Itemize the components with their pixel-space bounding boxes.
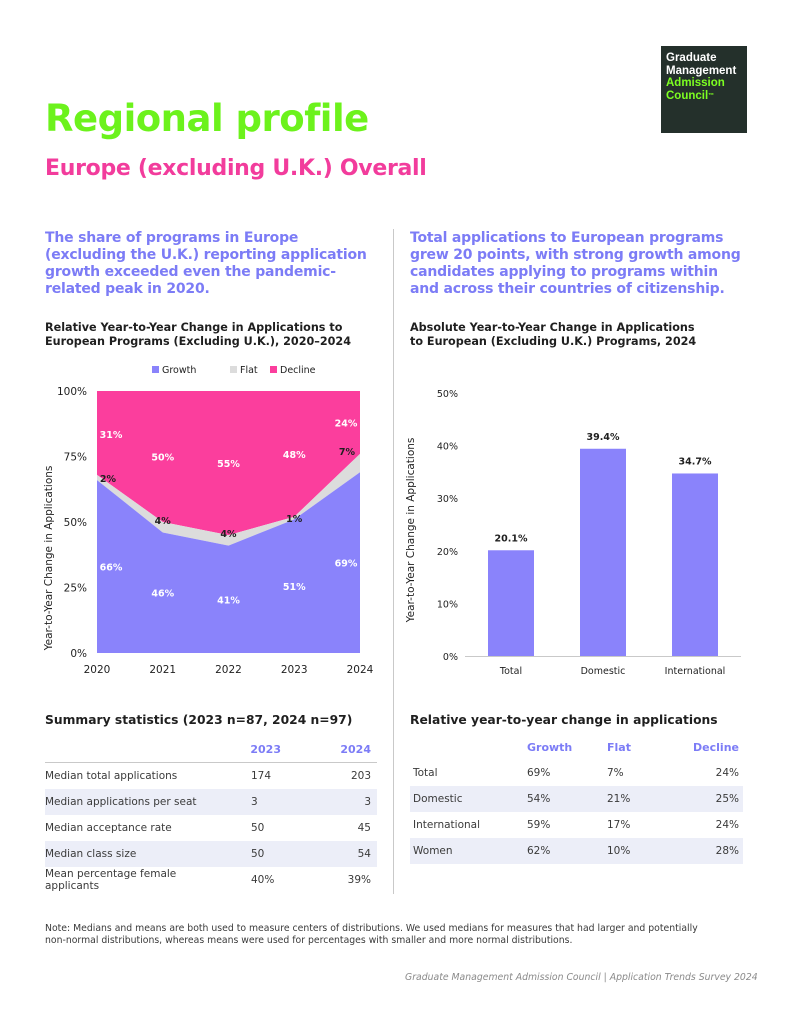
- legend-swatch: [152, 366, 159, 373]
- summary-table-title: Summary statistics (2023 n=87, 2024 n=97): [45, 713, 353, 727]
- table-row: [45, 763, 377, 790]
- x-tick-label: International: [664, 666, 726, 677]
- data-label: 48%: [282, 449, 306, 461]
- bar-value-label: 20.1%: [494, 533, 528, 545]
- gmac-logo: [661, 46, 747, 133]
- cell-flat: 17%: [607, 819, 631, 831]
- legend-swatch: [230, 366, 237, 373]
- row-label: International: [413, 819, 481, 831]
- relative-col-flat: Flat: [607, 740, 631, 754]
- row-label: Median total applications: [45, 770, 178, 782]
- bar-value-label: 39.4%: [586, 431, 620, 443]
- left-lead-line: (excluding the U.K.) reporting application: [45, 247, 367, 263]
- cell-2023: 3: [221, 789, 301, 815]
- footnote-line: non-normal distributions, whereas means were used for percentages with smaller and more normal distributions.: [45, 935, 573, 946]
- logo-line-3: Admission: [666, 77, 725, 89]
- page-subtitle: Europe (excluding U.K.) Overall: [45, 156, 427, 181]
- data-label: 4%: [154, 516, 171, 527]
- bar-chart: [403, 380, 748, 680]
- cell-2023: 174: [251, 770, 272, 782]
- area-layers: [97, 391, 360, 653]
- area-chart: [40, 360, 385, 685]
- y-tick-label: 100%: [56, 386, 87, 398]
- cell-2024: 203: [350, 770, 371, 782]
- cell-2024: 54: [301, 841, 377, 867]
- row-label: Women: [410, 838, 527, 864]
- right-lead: [410, 230, 750, 298]
- cell-decline: 25%: [677, 786, 743, 812]
- table-row: [45, 789, 377, 815]
- x-tick-label: Total: [499, 666, 523, 677]
- y-tick-label: 20%: [436, 546, 458, 558]
- area-chart-title: [45, 321, 351, 349]
- cell-flat: 10%: [597, 838, 677, 864]
- bar-chart-title-line: to European (Excluding U.K.) Programs, 2024: [410, 335, 697, 348]
- y-tick-label: 10%: [436, 599, 458, 611]
- page-footer: Graduate Management Admission Council | Application Trends Survey 2024: [405, 972, 758, 983]
- y-tick-label: 30%: [436, 494, 458, 506]
- cell-growth: 59%: [527, 819, 551, 831]
- bar-value-label: 34.7%: [678, 456, 712, 468]
- cell-decline: 24%: [715, 767, 739, 779]
- cell-growth: 54%: [527, 786, 597, 812]
- y-tick-label: 50%: [436, 389, 458, 400]
- summary-col-2024: 2024: [301, 736, 377, 763]
- relative-table-title: Relative year-to-year change in applications: [410, 713, 718, 727]
- legend-label: Decline: [280, 365, 316, 376]
- logo-line-1: Graduate: [666, 52, 717, 64]
- cell-2024: 3: [301, 789, 377, 815]
- area-legend: [152, 365, 316, 376]
- row-label: Median applications per seat: [45, 789, 221, 815]
- cell-flat: 21%: [597, 786, 677, 812]
- data-label: 7%: [338, 446, 356, 458]
- cell-flat: 7%: [607, 767, 624, 779]
- data-label: 51%: [282, 582, 306, 594]
- table-row: [45, 867, 377, 893]
- row-label: Mean percentage female applicants: [45, 868, 177, 892]
- cell-2023: 40%: [251, 874, 275, 886]
- footnote: [45, 923, 745, 947]
- cell-growth: 62%: [527, 838, 597, 864]
- logo-line-4: [666, 90, 747, 103]
- right-lead-line: candidates applying to programs within: [410, 264, 718, 280]
- area-chart-title-line: European Programs (Excluding U.K.), 2020–2024: [45, 335, 351, 348]
- x-tick-label: 2023: [280, 664, 308, 676]
- x-tick-label: 2021: [149, 664, 177, 676]
- legend-swatch: [270, 366, 277, 373]
- y-tick-label: 75%: [63, 451, 87, 464]
- data-label: 24%: [334, 418, 358, 430]
- data-label: 50%: [151, 452, 175, 464]
- relative-col-growth: Growth: [527, 740, 573, 754]
- row-label: Median class size: [45, 841, 221, 867]
- table-row: [410, 838, 743, 864]
- summary-table: [45, 736, 377, 893]
- data-label: 31%: [99, 430, 123, 442]
- row-label: Domestic: [410, 786, 527, 812]
- summary-col-2023: 2023: [221, 736, 301, 763]
- data-label: 46%: [151, 588, 175, 600]
- table-row: [410, 786, 743, 812]
- cell-growth: 69%: [527, 767, 551, 779]
- cell-decline: 28%: [677, 838, 743, 864]
- logo-line-4-text: Council: [666, 89, 709, 102]
- table-row: [45, 815, 377, 841]
- x-tick-label: Domestic: [580, 666, 626, 677]
- bar: [488, 550, 534, 656]
- data-label: 41%: [217, 595, 240, 607]
- y-tick-label: 40%: [436, 441, 458, 453]
- table-row: [410, 760, 743, 786]
- relative-header-blank: [410, 734, 527, 760]
- right-lead-line: grew 20 points, with strong growth among: [410, 247, 741, 263]
- left-lead-line: growth exceeded even the pandemic-: [45, 264, 336, 280]
- x-tick-label: 2020: [83, 664, 111, 676]
- area-chart-title-line: Relative Year-to-Year Change in Applications to: [45, 321, 343, 334]
- y-tick-label: 0%: [70, 648, 87, 660]
- data-label: 69%: [334, 558, 358, 570]
- bar-chart-title: [410, 321, 696, 349]
- footnote-line: Note: Medians and means are both used to measure centers of distributions. We used medians for measures that had larger and potentially: [45, 923, 698, 934]
- row-label: Total: [413, 767, 438, 779]
- right-lead-line: Total applications to European programs: [410, 230, 724, 246]
- y-tick-label: 50%: [63, 517, 87, 529]
- row-label: Median acceptance rate: [45, 822, 172, 834]
- column-divider: [393, 229, 394, 894]
- data-label: 2%: [99, 473, 117, 485]
- relative-col-decline: Decline: [693, 740, 739, 754]
- summary-header-row: [45, 736, 377, 763]
- y-tick-label: 25%: [63, 582, 87, 595]
- bar-y-axis-label: Year-to-Year Change in Applications: [405, 437, 417, 623]
- left-lead: [45, 230, 375, 298]
- data-label: 4%: [220, 529, 237, 541]
- relative-header-row: [410, 734, 743, 760]
- right-lead-line: and across their countries of citizenship.: [410, 281, 725, 297]
- left-lead-line: The share of programs in Europe: [45, 230, 299, 246]
- x-tick-label: 2022: [215, 664, 242, 676]
- bar: [672, 473, 718, 656]
- logo-line-2: Management: [666, 64, 737, 77]
- x-tick-label: 2024: [346, 664, 374, 676]
- table-row: [45, 841, 377, 867]
- bar-chart-title-line: Absolute Year-to-Year Change in Applications: [410, 321, 695, 334]
- data-label: 1%: [286, 513, 303, 525]
- data-label: 55%: [217, 459, 240, 471]
- cell-2024: 45: [357, 822, 371, 834]
- table-row: [410, 812, 743, 838]
- relative-table: [410, 734, 743, 864]
- data-label: 66%: [99, 562, 123, 574]
- cell-decline: 24%: [715, 819, 739, 831]
- bar-bars: [488, 432, 725, 677]
- page-title: Regional profile: [45, 97, 369, 140]
- cell-2024: 39%: [347, 874, 371, 886]
- legend-label: Growth: [162, 365, 197, 376]
- left-lead-line: related peak in 2020.: [45, 281, 210, 297]
- legend-label: Flat: [240, 365, 258, 376]
- cell-2023: 50: [251, 822, 265, 834]
- cell-2023: 50: [221, 841, 301, 867]
- y-tick-label: 0%: [442, 652, 458, 663]
- summary-header-blank: [45, 736, 221, 763]
- bar: [580, 449, 626, 656]
- logo-tm: ™: [708, 92, 715, 99]
- area-y-axis-label: Year-to-Year Change in Applications: [43, 465, 55, 651]
